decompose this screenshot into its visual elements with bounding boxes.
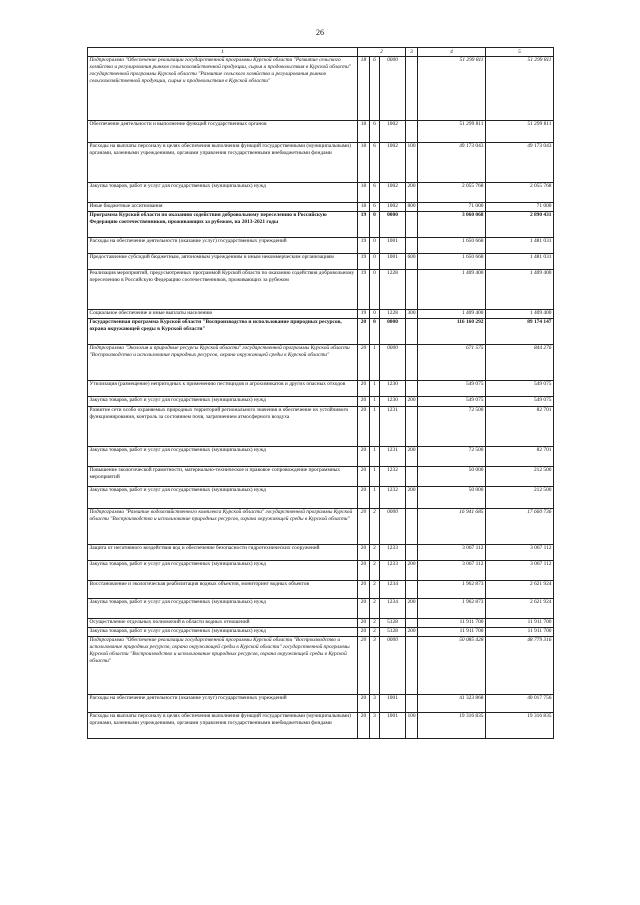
row-code-a-cell: 20 — [358, 627, 370, 636]
row-name-cell: Подпрограмма "Развитие водохозяйственного комплекса Курской области" государственной программы Курской области "Воспроизводство и использование природных ресурсов, охрана окружающей среды в Курской области" — [88, 508, 358, 544]
row-code-a-cell: 19 — [358, 211, 370, 237]
table-row — [88, 508, 554, 544]
row-name-cell: Социальное обеспечение и иные выплаты населению — [88, 309, 358, 318]
row-code-c-cell: 5128 — [380, 618, 406, 627]
row-sum-2-cell: 82 701 — [486, 446, 554, 466]
table-row — [88, 580, 554, 598]
row-type-cell — [406, 636, 418, 694]
row-code-b-cell: 6 — [370, 182, 380, 202]
row-sum-1-cell: 16 941 685 — [418, 508, 486, 544]
row-name-cell: Расходы на обеспечение деятельности (оказание услуг) государственных учреждений — [88, 237, 358, 253]
table-row — [88, 120, 554, 142]
row-name-cell: Закупка товаров, работ и услуг для государственных (муниципальных) нужд — [88, 560, 358, 580]
row-name-cell: Закупка товаров, работ и услуг для государственных (муниципальных) нужд — [88, 446, 358, 466]
row-sum-1-cell: 1 962 873 — [418, 580, 486, 598]
row-code-b-cell: 1 — [370, 486, 380, 508]
row-sum-1-cell: 51 299 811 — [418, 56, 486, 120]
row-name-cell: Утилизация (размещение) непригодных к применению пестицидов и агрохимикатов и других опасных отходов — [88, 380, 358, 396]
row-code-b-cell: 0 — [370, 253, 380, 269]
row-sum-2-cell: 3 067 112 — [486, 544, 554, 560]
row-code-b-cell: 1 — [370, 396, 380, 406]
table-row — [88, 694, 554, 712]
table-row — [88, 56, 554, 120]
table-row — [88, 380, 554, 396]
row-code-b-cell: 3 — [370, 636, 380, 694]
row-code-a-cell: 20 — [358, 318, 370, 344]
row-name-cell: Иные бюджетные ассигнования — [88, 202, 358, 211]
table-row — [88, 211, 554, 237]
row-code-b-cell: 0 — [370, 318, 380, 344]
row-code-c-cell: 1230 — [380, 380, 406, 396]
row-sum-1-cell: 2 055 768 — [418, 182, 486, 202]
row-code-c-cell: 1230 — [380, 396, 406, 406]
row-name-cell: Подпрограмма "Обеспечение реализации государственной программы Курской области "Развитие сельского хозяйства и регулирования рынков сельскохозяйственной продукции, сырья и продовольствия в Курской области" государственной программы Курской области "Развитие сельского хозяйства и регулирования рынков сельскохозяйственной продукции, сырья и продовольствия в Курской области" — [88, 56, 358, 120]
row-code-c-cell: 1231 — [380, 446, 406, 466]
row-type-cell: 200 — [406, 486, 418, 508]
header-cell-sum-1: 4 — [418, 48, 486, 57]
row-code-c-cell: 1001 — [380, 694, 406, 712]
row-code-b-cell: 3 — [370, 694, 380, 712]
row-sum-1-cell: 50 085 428 — [418, 636, 486, 694]
row-sum-2-cell: 40 017 756 — [486, 694, 554, 712]
page-number: 26 — [316, 28, 324, 37]
row-type-cell — [406, 406, 418, 446]
row-code-c-cell: 1228 — [380, 309, 406, 318]
row-sum-2-cell: 71 000 — [486, 202, 554, 211]
row-sum-2-cell: 549 075 — [486, 396, 554, 406]
table-row — [88, 406, 554, 446]
row-sum-1-cell: 1 962 873 — [418, 598, 486, 618]
row-code-b-cell: 0 — [370, 309, 380, 318]
row-type-cell — [406, 580, 418, 598]
row-code-c-cell: 1234 — [380, 598, 406, 618]
row-code-a-cell: 20 — [358, 636, 370, 694]
row-code-c-cell: 1001 — [380, 253, 406, 269]
table-row — [88, 309, 554, 318]
row-code-b-cell: 2 — [370, 618, 380, 627]
row-type-cell — [406, 237, 418, 253]
row-code-a-cell: 18 — [358, 56, 370, 120]
row-sum-1-cell: 549 075 — [418, 380, 486, 396]
row-sum-2-cell: 2 890 431 — [486, 211, 554, 237]
row-code-b-cell: 0 — [370, 269, 380, 309]
row-sum-1-cell: 11 911 700 — [418, 618, 486, 627]
row-code-c-cell: 1002 — [380, 142, 406, 182]
row-code-a-cell: 20 — [358, 712, 370, 738]
row-type-cell — [406, 211, 418, 237]
row-name-cell: Закупка товаров, работ и услуг для государственных (муниципальных) нужд — [88, 486, 358, 508]
row-type-cell: 300 — [407, 310, 416, 317]
row-sum-1-cell: 41 323 868 — [418, 694, 486, 712]
row-code-a-cell: 20 — [358, 598, 370, 618]
row-sum-2-cell: 2 621 924 — [486, 580, 554, 598]
row-code-b-cell: 2 — [370, 598, 380, 618]
row-code-c-cell: 1234 — [380, 580, 406, 598]
row-sum-2-cell: 1 481 031 — [486, 237, 554, 253]
row-code-b-cell: 2 — [370, 627, 380, 636]
row-code-c-cell: 1002 — [380, 182, 406, 202]
row-type-cell — [406, 120, 418, 142]
table-row — [88, 560, 554, 580]
row-code-a-cell: 19 — [358, 253, 370, 269]
table-row — [88, 269, 554, 309]
row-name-cell: Обеспечение деятельности и выполнение функций государственных органов — [88, 120, 358, 142]
row-code-b-cell: 6 — [370, 142, 380, 182]
row-code-c-cell: 0000 — [380, 211, 406, 237]
row-code-a-cell: 19 — [358, 237, 370, 253]
row-code-b-cell: 6 — [370, 56, 380, 120]
row-type-cell: 200 — [406, 560, 418, 580]
row-sum-1-cell: 50 000 — [418, 486, 486, 508]
table-row — [88, 446, 554, 466]
row-sum-2-cell: 1 409 400 — [486, 269, 554, 309]
table-row — [88, 466, 554, 486]
row-sum-2-cell: 1 481 031 — [486, 253, 554, 269]
row-type-cell — [406, 694, 418, 712]
row-sum-2-cell: 2 055 768 — [486, 182, 554, 202]
row-type-cell: 200 — [407, 628, 416, 635]
row-name-cell: Расходы на выплаты персоналу в целях обеспечения выполнения функций государственными (муниципальными) органами, казенными учреждениями, органами управления государственными внебюджетными фондами — [88, 712, 358, 738]
row-code-a-cell: 20 — [358, 544, 370, 560]
row-code-c-cell: 1228 — [380, 269, 406, 309]
row-code-b-cell: 0 — [370, 211, 380, 237]
table-row — [88, 237, 554, 253]
row-code-b-cell: 1 — [370, 406, 380, 446]
row-code-c-cell: 5128 — [380, 627, 406, 636]
row-sum-2-cell: 549 075 — [486, 380, 554, 396]
header-cell-name: 1 — [88, 48, 358, 57]
row-sum-1-cell: 1 650 668 — [418, 253, 486, 269]
row-name-cell: Восстановление и экологическая реабилитация водных объектов, мониторинг водных объектов — [88, 580, 358, 598]
row-type-cell: 200 — [406, 598, 418, 618]
row-sum-1-cell: 49 173 043 — [418, 142, 486, 182]
row-code-a-cell: 20 — [358, 446, 370, 466]
row-name-cell: Развитие сети особо охраняемых природных территорий регионального значения и обеспечение их устойчивого функционирования, контроль за состоянием почв, загрязнением атмосферного воздуха — [88, 406, 358, 446]
row-type-cell — [406, 508, 418, 544]
table-row — [88, 202, 554, 211]
row-sum-2-cell: 1 409 400 — [486, 309, 554, 318]
row-sum-1-cell: 3 067 112 — [418, 544, 486, 560]
row-code-c-cell: 1002 — [380, 202, 406, 211]
row-code-c-cell: 0000 — [380, 636, 406, 694]
row-type-cell — [406, 380, 418, 396]
budget-table — [87, 47, 554, 739]
row-code-b-cell: 1 — [370, 466, 380, 486]
table-row — [88, 627, 554, 636]
row-sum-2-cell: 212 500 — [486, 486, 554, 508]
row-name-cell: Защита от негативного воздействия вод и обеспечение безопасности гидротехнических сооружений — [88, 544, 358, 560]
table-row — [88, 636, 554, 694]
row-name-cell: Осуществление отдельных полномочий в области водных отношений — [88, 618, 358, 627]
row-sum-1-cell: 11 911 700 — [418, 627, 486, 636]
row-type-cell: 200 — [406, 396, 418, 406]
row-code-c-cell: 1001 — [380, 237, 406, 253]
row-code-a-cell: 19 — [358, 269, 370, 309]
row-code-b-cell: 2 — [370, 508, 380, 544]
row-code-b-cell: 2 — [370, 580, 380, 598]
table-row — [88, 182, 554, 202]
row-name-cell: Подпрограмма "Обеспечение реализации государственной программы Курской области "Воспроизводство и использование природных ресурсов, охрана окружающей среды в Курской области" государственной программы Курской области "Воспроизводство и использование природных ресурсов, охрана окружающей среды в Курской области" — [88, 636, 358, 694]
row-name-cell: Предоставление субсидий бюджетным, автономным учреждениям и иным некоммерческим организациям — [88, 253, 358, 269]
row-code-c-cell: 1233 — [380, 544, 406, 560]
row-name-cell: Реализация мероприятий, предусмотренных программой Курской области по оказанию содействия добровольному переселению в Российскую Федерацию соотечественников, проживающих за рубежом — [88, 269, 358, 309]
header-cell-code: 2 — [358, 48, 406, 57]
row-code-a-cell: 20 — [358, 396, 370, 406]
row-code-a-cell: 20 — [358, 344, 370, 380]
row-sum-2-cell: 844 276 — [486, 344, 554, 380]
row-sum-2-cell: 89 174 147 — [486, 318, 554, 344]
table-row — [88, 344, 554, 380]
row-type-cell — [406, 466, 418, 486]
row-code-a-cell: 20 — [358, 560, 370, 580]
table-row — [88, 486, 554, 508]
row-sum-1-cell: 72 500 — [418, 406, 486, 446]
row-code-a-cell: 18 — [358, 182, 370, 202]
row-name-cell: Закупка товаров, работ и услуг для государственных (муниципальных) нужд — [88, 598, 358, 618]
row-sum-2-cell: 48 779 316 — [486, 636, 554, 694]
row-name-cell: Государственная программа Курской области "Воспроизводство и использование природных ресурсов, охрана окружающей среды в Курской области" — [88, 318, 358, 344]
row-sum-2-cell: 19 316 835 — [486, 712, 554, 738]
row-name-cell: Закупка товаров, работ и услуг для государственных (муниципальных) нужд — [88, 396, 358, 406]
row-code-a-cell: 20 — [358, 406, 370, 446]
row-code-a-cell: 20 — [358, 618, 370, 627]
row-code-a-cell: 20 — [358, 466, 370, 486]
row-sum-1-cell: 671 575 — [418, 344, 486, 380]
row-type-cell: 200 — [406, 446, 418, 466]
row-sum-2-cell: 82 701 — [486, 406, 554, 446]
row-name-cell: Закупка товаров, работ и услуг для государственных (муниципальных) нужд — [88, 182, 358, 202]
row-code-b-cell: 2 — [370, 544, 380, 560]
row-code-c-cell: 1233 — [380, 560, 406, 580]
row-type-cell — [406, 269, 418, 309]
row-code-b-cell: 3 — [370, 712, 380, 738]
row-code-c-cell: 1001 — [380, 712, 406, 738]
row-sum-1-cell: 1 650 668 — [418, 237, 486, 253]
row-sum-1-cell: 116 160 292 — [418, 318, 486, 344]
row-sum-1-cell: 1 409 400 — [418, 309, 486, 318]
row-type-cell: 100 — [406, 142, 418, 182]
row-name-cell: Расходы на обеспечение деятельности (оказание услуг) государственных учреждений — [88, 694, 358, 712]
row-type-cell: 100 — [406, 712, 418, 738]
row-code-b-cell: 6 — [370, 120, 380, 142]
row-code-c-cell: 0000 — [380, 56, 406, 120]
row-sum-1-cell: 19 316 835 — [418, 712, 486, 738]
row-code-c-cell: 1231 — [380, 406, 406, 446]
table-row — [88, 318, 554, 344]
row-sum-2-cell: 212 500 — [486, 466, 554, 486]
row-type-cell — [406, 56, 418, 120]
row-sum-1-cell: 3 060 068 — [418, 211, 486, 237]
row-type-cell — [406, 318, 418, 344]
header-cell-type: 3 — [406, 48, 418, 57]
row-code-a-cell: 20 — [358, 694, 370, 712]
table-row — [88, 712, 554, 738]
row-code-c-cell: 1002 — [380, 120, 406, 142]
row-sum-2-cell: 3 067 112 — [486, 560, 554, 580]
row-sum-2-cell: 51 299 811 — [486, 56, 554, 120]
row-name-cell: Закупка товаров, работ и услуг для государственных (муниципальных) нужд — [88, 627, 358, 636]
row-code-a-cell: 18 — [358, 142, 370, 182]
row-code-a-cell: 18 — [358, 120, 370, 142]
row-sum-1-cell: 72 500 — [418, 446, 486, 466]
table-row — [88, 544, 554, 560]
row-type-cell: 800 — [407, 203, 416, 210]
row-sum-2-cell: 11 911 700 — [486, 627, 554, 636]
row-sum-2-cell: 17 660 736 — [486, 508, 554, 544]
table-row — [88, 598, 554, 618]
row-sum-2-cell: 51 299 811 — [486, 120, 554, 142]
row-code-b-cell: 1 — [370, 446, 380, 466]
row-code-c-cell: 0000 — [380, 318, 406, 344]
row-sum-1-cell: 51 299 811 — [418, 120, 486, 142]
row-sum-1-cell: 1 409 400 — [418, 269, 486, 309]
row-name-cell: Подпрограмма "Экология и природные ресурсы Курской области" государственной программы Курской области "Воспроизводство и использование природных ресурсов, охрана окружающей среды в Курской области" — [88, 344, 358, 380]
row-code-b-cell: 1 — [370, 380, 380, 396]
row-type-cell — [406, 544, 418, 560]
row-type-cell — [406, 344, 418, 380]
row-code-a-cell: 19 — [358, 309, 370, 318]
row-code-c-cell: 0000 — [380, 344, 406, 380]
row-code-b-cell: 0 — [370, 237, 380, 253]
row-code-a-cell: 20 — [358, 580, 370, 598]
row-sum-1-cell: 3 067 112 — [418, 560, 486, 580]
row-sum-2-cell: 11 911 700 — [486, 618, 554, 627]
row-name-cell: Повышение экологической грамотности, материально-техническое и правовое сопровождение программных мероприятий — [88, 466, 358, 486]
row-name-cell: Расходы на выплаты персоналу в целях обеспечения выполнения функций государственными (муниципальными) органами, казенными учреждениями, органами управления государственными внебюджетными фондами — [88, 142, 358, 182]
table-row — [88, 396, 554, 406]
row-sum-1-cell: 50 000 — [418, 466, 486, 486]
row-type-cell: 200 — [406, 182, 418, 202]
table-row — [88, 618, 554, 627]
row-code-b-cell: 6 — [370, 202, 380, 211]
row-type-cell: 600 — [406, 253, 418, 269]
row-code-a-cell: 20 — [358, 508, 370, 544]
header-cell-sum-2: 5 — [486, 48, 554, 57]
row-code-a-cell: 20 — [358, 380, 370, 396]
row-code-c-cell: 1232 — [380, 466, 406, 486]
row-code-a-cell: 20 — [358, 486, 370, 508]
row-sum-1-cell: 549 075 — [418, 396, 486, 406]
row-code-b-cell: 1 — [370, 344, 380, 380]
row-code-b-cell: 2 — [370, 560, 380, 580]
row-sum-1-cell: 71 000 — [418, 202, 486, 211]
row-code-c-cell: 1232 — [380, 486, 406, 508]
table-row — [88, 142, 554, 182]
row-code-c-cell: 0000 — [380, 508, 406, 544]
row-type-cell — [406, 618, 418, 627]
header-row — [88, 48, 554, 57]
row-code-a-cell: 18 — [358, 202, 370, 211]
table-row — [88, 253, 554, 269]
row-name-cell: Программа Курской области по оказанию содействия добровольному переселению в Российскую Федерацию соотечественников, проживающих за рубежом, на 2013-2021 годы — [88, 211, 358, 237]
row-sum-2-cell: 49 173 043 — [486, 142, 554, 182]
row-sum-2-cell: 2 621 924 — [486, 598, 554, 618]
